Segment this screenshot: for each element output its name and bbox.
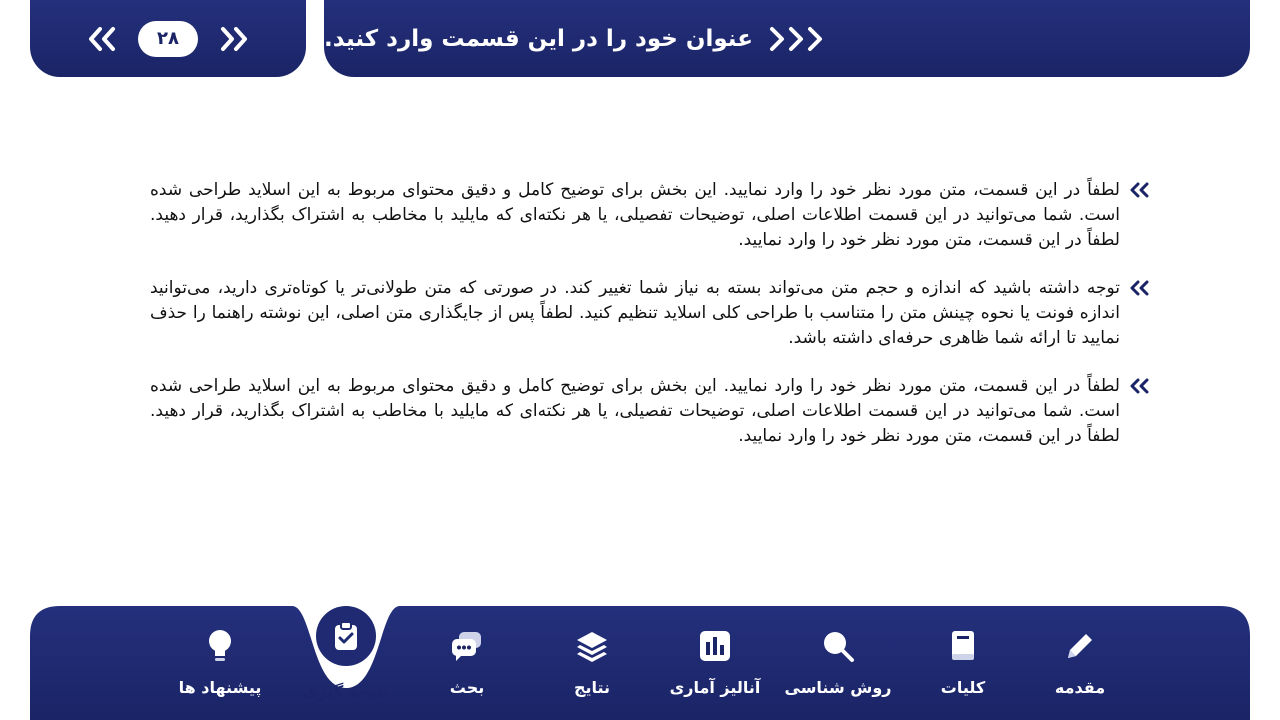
nav-item-methodology[interactable] [773, 626, 903, 716]
paragraph-text: توجه داشته باشید که اندازه و حجم متن می‌تواند بسته به نیاز شما تغییر کند. در صورتی که متن طولانی‌تر یا کوتاه‌تری دارید، می‌توانید اندازه فونت یا نحوه چینش متن را متناسب با طراحی کلی اسلاید تنظیم کنید. لطفاً پس از جایگذاری متن اصلی، این نوشته راهنما را حذف نمایید تا ارائه شما ظاهری حرفه‌ای داشته باشد. [150, 278, 1120, 348]
paragraph [150, 178, 1160, 253]
double-chevron-bullet-icon [1120, 178, 1160, 198]
page-number-bar [30, 0, 306, 77]
paragraph-text: لطفاً در این قسمت، متن مورد نظر خود را وارد نمایید. این بخش برای توضیح کامل و دقیق محتوای مربوط به این اسلاید طراحی شده است. شما می‌توانید در این قسمت اطلاعات اصلی، توضیحات تفصیلی، یا هر نکته‌ای که مایلید با مخاطب به اشتراک بگذارید، قرار دهید. لطفاً در این قسمت، متن مورد نظر خود را وارد نمایید. [150, 180, 1120, 250]
nav-item-overview[interactable] [898, 626, 1028, 716]
search-icon [820, 626, 856, 666]
lightbulb-icon [205, 626, 235, 666]
paragraph [150, 276, 1160, 351]
nav-item-suggestions[interactable] [155, 626, 285, 716]
triple-chevron-icon [767, 25, 831, 53]
page-number: ۲۸ [138, 21, 198, 57]
double-chevron-left-icon[interactable] [86, 26, 126, 52]
content-area [150, 178, 1160, 472]
nav-label-discussion: بحث [449, 678, 485, 697]
nav-item-discussion[interactable] [402, 626, 532, 716]
clipboard-check-icon [316, 606, 376, 666]
paragraph-text: لطفاً در این قسمت، متن مورد نظر خود را وارد نمایید. این بخش برای توضیح کامل و دقیق محتوای مربوط به این اسلاید طراحی شده است. شما می‌توانید در این قسمت اطلاعات اصلی، توضیحات تفصیلی، یا هر نکته‌ای که مایلید با مخاطب به اشتراک بگذارید، قرار دهید. لطفاً در این قسمت، متن مورد نظر خود را وارد نمایید. [150, 376, 1120, 446]
nav-label-results: نتایج [573, 678, 611, 697]
nav-label-methodology: روش شناسی [784, 678, 892, 697]
pencil-icon [1062, 626, 1098, 666]
double-chevron-bullet-icon [1120, 276, 1160, 296]
nav-item-results[interactable] [527, 626, 657, 716]
book-icon [946, 626, 980, 666]
nav-label-stats: آنالیز آماری [669, 678, 761, 697]
double-chevron-right-icon[interactable] [210, 26, 250, 52]
double-chevron-bullet-icon [1120, 374, 1160, 394]
nav-item-intro[interactable] [1015, 626, 1145, 716]
page-title: عنوان خود را در این قسمت وارد کنید. [324, 25, 753, 52]
nav-item-conclusion[interactable] [281, 626, 411, 716]
bar-chart-icon [697, 626, 733, 666]
bottom-navigation [30, 606, 1250, 720]
chat-bubbles-icon [449, 626, 485, 666]
nav-label-intro: مقدمه [1054, 678, 1106, 697]
layers-icon [574, 626, 610, 666]
paragraph [150, 374, 1160, 449]
nav-label-conclusion: نتیجه گیری [302, 682, 390, 701]
title-bar [324, 0, 1250, 77]
nav-label-suggestions: پیشنهاد ها [178, 678, 262, 697]
nav-label-overview: کلیات [940, 678, 986, 697]
nav-item-stats[interactable] [650, 626, 780, 716]
